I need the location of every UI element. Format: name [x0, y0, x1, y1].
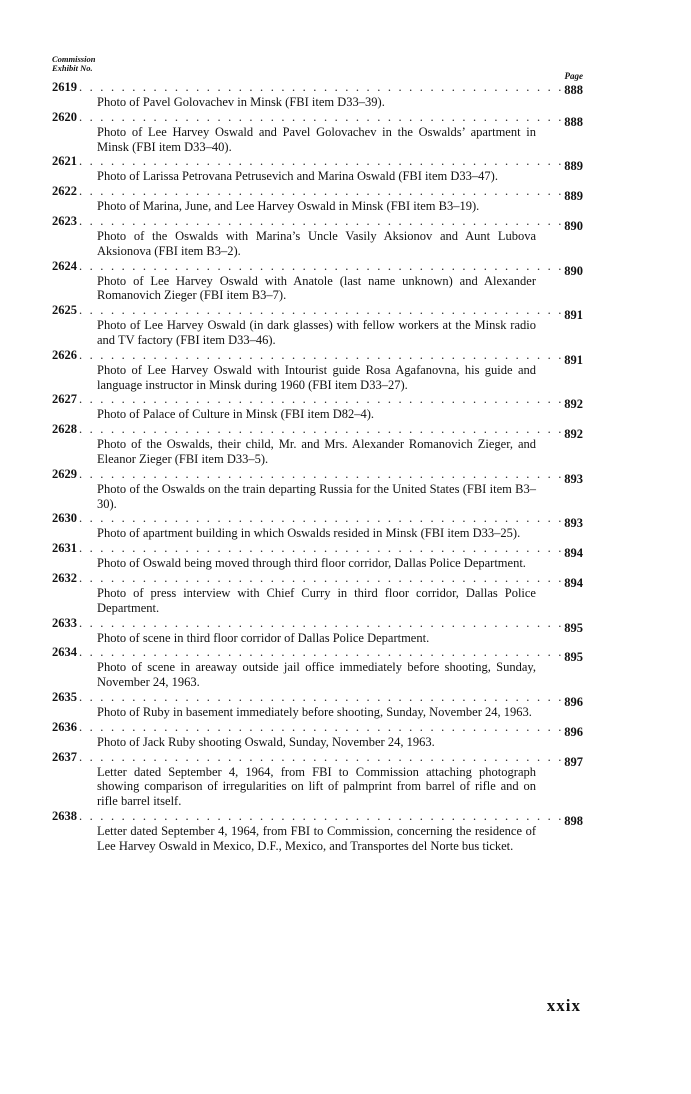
dot-leader [79, 690, 569, 705]
exhibit-description: Photo of Lee Harvey Oswald with Anatole (last name unknown) and Alexander Romanovich Zieger (FBI item B3–7). [97, 273, 536, 303]
exhibit-description: Photo of Oswald being moved through third floor corridor, Dallas Police Department. [97, 556, 526, 571]
exhibit-number: 2619 [52, 80, 77, 94]
dot-leader [79, 467, 569, 482]
exhibit-number-line [52, 259, 583, 274]
exhibit-number: 2633 [52, 615, 77, 630]
page-ref: 889 [564, 159, 583, 174]
dot-leader [79, 303, 569, 318]
exhibit-description: Letter dated September 4, 1964, from FBI to Commission, concerning the residence of Lee Harvey Oswald in Mexico, D.F., Mexico, and Transportes del Norte bus ticket. [97, 823, 536, 853]
dot-leader [79, 154, 569, 169]
dot-leader [79, 259, 569, 274]
page-ref: 894 [564, 546, 583, 561]
exhibit-entry [52, 571, 583, 616]
page-ref: 894 [564, 575, 583, 590]
exhibit-entry [52, 467, 583, 512]
exhibit-description: Photo of the Oswalds with Marina’s Uncle Vasily Aksionov and Aunt Lubova Aksionova (FBI item B3–2). [97, 228, 536, 258]
header-exhibit-no: Exhibit No. [52, 63, 93, 73]
exhibit-entry [52, 303, 583, 348]
exhibit-number: 2629 [52, 466, 77, 481]
exhibit-number-line [52, 154, 583, 169]
dot-leader [79, 110, 569, 125]
exhibit-description: Photo of the Oswalds on the train departing Russia for the United States (FBI item B3–30). [97, 481, 536, 511]
exhibit-number-line [52, 511, 583, 526]
dot-leader [79, 720, 569, 735]
page-ref: 891 [564, 308, 583, 323]
exhibit-number-line [52, 467, 583, 482]
exhibit-number: 2635 [52, 689, 77, 704]
dot-leader [79, 392, 569, 407]
exhibit-number: 2637 [52, 749, 77, 764]
exhibit-number: 2620 [52, 109, 77, 124]
column-header-page: Page [564, 71, 583, 81]
dot-leader [79, 541, 569, 556]
exhibit-number-line [52, 616, 583, 631]
exhibit-number: 2625 [52, 303, 77, 318]
exhibit-number: 2621 [52, 154, 77, 169]
page-ref: 892 [564, 427, 583, 442]
page-ref: 895 [564, 620, 583, 635]
exhibit-description: Photo of press interview with Chief Curry in third floor corridor, Dallas Police Department. [97, 585, 536, 615]
exhibit-description: Photo of Ruby in basement immediately before shooting, Sunday, November 24, 1963. [97, 704, 532, 719]
page-ref: 896 [564, 694, 583, 709]
exhibit-description: Photo of Larissa Petrovana Petrusevich and Marina Oswald (FBI item D33–47). [97, 169, 498, 184]
page-ref: 888 [564, 83, 583, 97]
page-ref: 897 [564, 754, 583, 769]
exhibit-number-line [52, 571, 583, 586]
page-ref: 898 [564, 813, 583, 828]
exhibit-description: Photo of Jack Ruby shooting Oswald, Sunday, November 24, 1963. [97, 734, 435, 749]
exhibit-description: Photo of Lee Harvey Oswald with Intourist guide Rosa Agafanovna, his guide and language instructor in Minsk during 1960 (FBI item D33–27). [97, 362, 536, 392]
exhibit-description: Photo of scene in areaway outside jail office immediately before shooting, Sunday, November 24, 1963. [97, 660, 536, 690]
dot-leader [79, 80, 569, 95]
exhibit-list [52, 80, 583, 854]
exhibit-number-line [52, 750, 583, 765]
exhibit-entry [52, 690, 583, 720]
exhibit-number: 2628 [52, 422, 77, 437]
dot-leader [79, 422, 569, 437]
exhibit-description: Photo of Lee Harvey Oswald and Pavel Golovachev in the Oswalds’ apartment in Minsk (FBI item D33–40). [97, 124, 536, 154]
exhibit-number-line [52, 110, 583, 125]
page-ref: 896 [564, 724, 583, 739]
exhibit-entry [52, 110, 583, 155]
exhibit-number-line [52, 348, 583, 363]
column-header-exhibit [52, 55, 95, 73]
exhibit-number: 2638 [52, 808, 77, 823]
exhibit-entry [52, 541, 583, 571]
exhibit-entry [52, 809, 583, 854]
exhibit-number-line [52, 303, 583, 318]
page-ref: 890 [564, 263, 583, 278]
page-ref: 892 [564, 397, 583, 412]
exhibit-number-line [52, 645, 583, 660]
exhibit-number: 2634 [52, 645, 77, 660]
exhibit-description: Photo of Marina, June, and Lee Harvey Oswald in Minsk (FBI item B3–19). [97, 199, 480, 214]
dot-leader [79, 616, 569, 631]
dot-leader [79, 214, 569, 229]
exhibit-number-line [52, 214, 583, 229]
dot-leader [79, 511, 569, 526]
exhibit-entry [52, 422, 583, 467]
page-ref: 891 [564, 352, 583, 367]
exhibit-number-line [52, 422, 583, 437]
dot-leader [79, 348, 569, 363]
page-ref: 888 [564, 114, 583, 129]
page-ref: 895 [564, 650, 583, 665]
exhibit-number: 2631 [52, 541, 77, 556]
dot-leader [79, 809, 569, 824]
exhibit-entry [52, 80, 583, 110]
exhibit-number-line [52, 80, 583, 95]
dot-leader [79, 184, 569, 199]
exhibit-entry [52, 154, 583, 184]
exhibit-number-line [52, 720, 583, 735]
exhibit-number: 2630 [52, 511, 77, 526]
exhibit-description: Photo of the Oswalds, their child, Mr. and Mrs. Alexander Romanovich Zieger, and Eleanor Zieger (FBI item D33–5). [97, 437, 536, 466]
exhibit-description: Photo of apartment building in which Oswalds resided in Minsk (FBI item D33–25). [97, 526, 521, 541]
page-number: xxix [546, 996, 581, 1015]
dot-leader [79, 645, 569, 660]
exhibit-entry [52, 511, 583, 541]
exhibit-description: Photo of scene in third floor corridor of Dallas Police Department. [97, 630, 430, 645]
dot-leader [79, 571, 569, 586]
exhibit-description: Letter dated September 4, 1964, from FBI to Commission attaching photograph showing comparison of irregularities on lift of palmprint from barrel of rifle and on rifle barrel itself. [97, 764, 536, 809]
page-ref: 890 [564, 218, 583, 233]
exhibit-entry [52, 720, 583, 750]
header-commission: Commission [52, 54, 96, 64]
exhibit-entry [52, 750, 583, 809]
exhibit-entry [52, 616, 583, 646]
exhibit-description: Photo of Lee Harvey Oswald (in dark glasses) with fellow workers at the Minsk radio and TV factory (FBI item D33–46). [97, 318, 536, 347]
exhibit-number-line [52, 184, 583, 199]
dot-leader [79, 750, 569, 765]
exhibit-number-line [52, 809, 583, 824]
exhibit-number: 2626 [52, 347, 77, 362]
exhibit-number-line [52, 690, 583, 705]
exhibit-entry [52, 645, 583, 690]
page-ref: 893 [564, 516, 583, 531]
exhibit-number: 2627 [52, 392, 77, 407]
page-ref: 889 [564, 189, 583, 204]
exhibit-number-line [52, 541, 583, 556]
exhibit-number: 2622 [52, 184, 77, 199]
page-ref: 893 [564, 471, 583, 486]
exhibit-entry [52, 392, 583, 422]
exhibit-number: 2623 [52, 213, 77, 228]
exhibit-number: 2632 [52, 570, 77, 585]
exhibit-entry [52, 348, 583, 393]
exhibit-entry [52, 214, 583, 259]
exhibit-entry [52, 259, 583, 304]
exhibit-number: 2624 [52, 258, 77, 273]
exhibit-description: Photo of Palace of Culture in Minsk (FBI item D82–4). [97, 407, 375, 422]
exhibit-number-line [52, 392, 583, 407]
exhibit-number: 2636 [52, 719, 77, 734]
exhibit-entry [52, 184, 583, 214]
exhibit-description: Photo of Pavel Golovachev in Minsk (FBI item D33–39). [97, 95, 385, 109]
